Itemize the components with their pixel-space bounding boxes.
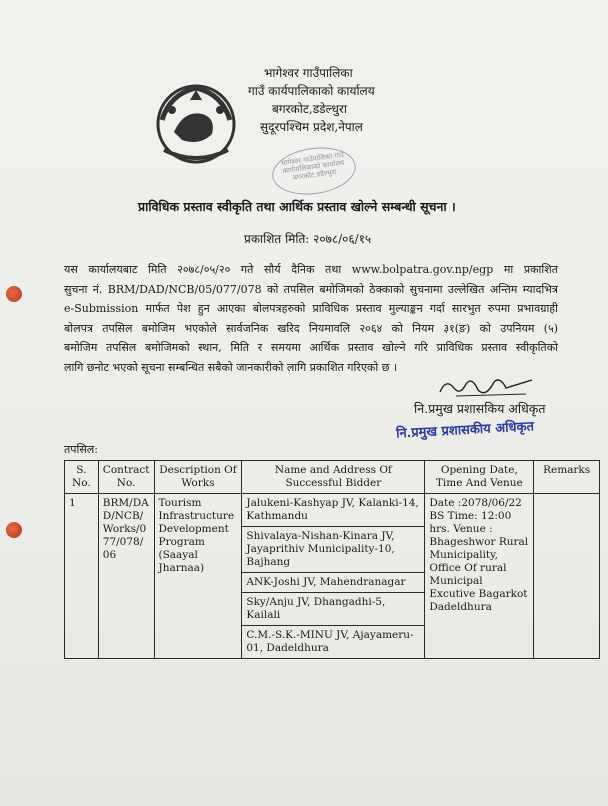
punch-hole-icon bbox=[6, 522, 22, 538]
bidder-item: C.M.-S.K.-MINU JV, Ajayameru-01, Dadeldhura bbox=[246, 629, 414, 654]
col-header-description: Description Of Works bbox=[154, 461, 242, 494]
bidder-item: ANK-Joshi JV, Mahendranagar bbox=[242, 573, 424, 593]
bidder-item: Shivalaya-Nishan-Kinara JV, Jayaprithiv Municipality-10, Bajhang bbox=[242, 527, 424, 573]
col-header-opening: Opening Date, Time And Venue bbox=[425, 461, 534, 494]
header-line-3: बगरकोट,डडेल्धुरा bbox=[272, 102, 347, 116]
punch-hole-icon bbox=[6, 286, 22, 302]
notice-body bbox=[64, 260, 558, 377]
cell-contract: BRM/DAD/NCB/Works/077/078/06 bbox=[98, 494, 154, 659]
publish-date: प्रकाशित मिति: २०७८/०६/१५ bbox=[244, 232, 372, 246]
col-header-contract: Contract No. bbox=[98, 461, 154, 494]
nepal-emblem-icon bbox=[150, 80, 242, 166]
body-line: यस कार्यालयबाट मिति २०७८/०५/२० गते सौर्य दैनिक तथा www.bolpatra.gov.np/egp मा प्रकाशित bbox=[64, 263, 558, 276]
cell-description: Tourism Infrastructure Development Program (Saayal Jharnaa) bbox=[154, 494, 242, 659]
cell-sn: 1 bbox=[65, 494, 99, 659]
bidder-item: Sky/Anju JV, Dhangadhi-5, Kailali bbox=[242, 593, 424, 626]
header-line-4: सुदूरपश्चिम प्रदेश,नेपाल bbox=[260, 120, 363, 134]
cell-bidders bbox=[242, 494, 425, 659]
cell-opening: Date :2078/06/22 BS Time: 12:00 hrs. Venue : Bhageshwor Rural Municipality, Office Of rural Municipal Excutive Bagarkot Dadeldhura bbox=[425, 494, 534, 659]
col-header-sn: S. No. bbox=[65, 461, 99, 494]
table-row bbox=[65, 494, 600, 659]
col-header-bidder: Name and Address Of Successful Bidder bbox=[242, 461, 425, 494]
designation-stamp: नि.प्रमुख प्रशासकीय अधिकृत bbox=[395, 419, 535, 442]
table-header-row bbox=[65, 461, 600, 494]
cell-remarks bbox=[534, 494, 600, 659]
body-line: e-Submission मार्फत पेश हुन आएका बोलपत्रहरुको प्राविधिक प्रस्ताव मुल्याङ्कन गर्दा सारभुत रुपमा प्रभावग्राही bbox=[64, 302, 558, 315]
header-line-1: भागेश्वर गाउँपालिका bbox=[264, 66, 353, 80]
bid-table bbox=[64, 460, 600, 659]
notice-subject: प्राविधिक प्रस्ताव स्वीकृति तथा आर्थिक प्रस्ताव खोल्ने सम्बन्धी सूचना । bbox=[138, 199, 456, 214]
body-line: बोलपत्र तपसिल बमोजिम भएकोले सार्वजनिक खरिद नियमावलि २०६४ को नियम ३१(ङ) को उपनियम (५) bbox=[64, 321, 558, 335]
office-stamp: भागेश्वर गाउँपालिका गाउँ कार्यपालिकाको कार्यालय बगरकोट,डडेल्धुरा bbox=[269, 142, 359, 199]
body-line: बमोजिम तपसिल बमोजिमको स्थान, मिति र समयमा आर्थिक प्रस्ताव खोल्ने गरि प्राविधिक प्रस्ताव स्वीकृतिको bbox=[64, 341, 558, 354]
col-header-remarks: Remarks bbox=[534, 461, 600, 494]
header-line-2: गाउँ कार्यपालिकाको कार्यालय bbox=[248, 84, 375, 98]
body-line: सुचना नं. BRM/DAD/NCB/05/077/078 को तपसिल बमोजिमको ठेक्काको सुचनामा उल्लेखित अन्तिम म्यादभित्र bbox=[64, 282, 558, 296]
signatory-title: नि.प्रमुख प्रशासकिय अधिकृत bbox=[414, 401, 546, 416]
tapasil-label: तपसिल: bbox=[64, 443, 98, 456]
bidder-item: Jalukeni-Kashyap JV, Kalanki-14, Kathmandu bbox=[242, 494, 424, 527]
signature-icon bbox=[436, 374, 536, 400]
body-line: लागि छनोट भएको सूचना सम्बन्धित सबैको जानकारीको लागि प्रकाशित गरिएको छ । bbox=[64, 360, 398, 374]
